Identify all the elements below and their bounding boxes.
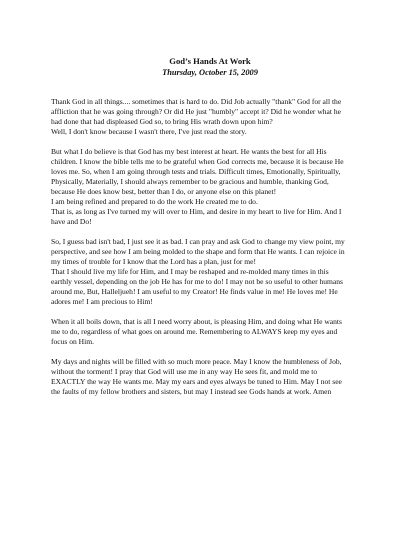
text-line: children. I know the bible tells me to be grateful when God corrects me, because it is because He (51, 156, 344, 166)
text-line: focus on Him. (51, 336, 94, 346)
text-line: When it all boils down, that is all I need worry about, is pleasing Him, and doing what He wants (51, 316, 342, 326)
paragraph-5 (51, 357, 393, 397)
text-line: EXACTLY the way He wants me. May my ears and eyes always be tuned to Him. May I not see (51, 376, 342, 386)
text-line: I am being refined and prepared to do the work He created me to do. (51, 196, 258, 206)
text-line: That is, as long as I've turned my will over to Him, and desire in my heart to live for Him. And I (51, 206, 342, 216)
text-line: adores me! I am precious to Him! (51, 296, 153, 306)
text-line: had done that had displeased God so, to bring His wrath down upon him? (51, 116, 273, 126)
text-line: have and Do! (51, 216, 92, 226)
document-body (51, 97, 393, 407)
text-line: But what I do believe is that God has my best interest at heart. He wants the best for all His (51, 147, 327, 156)
paragraph-2 (51, 147, 393, 227)
text-line: perspective, and see how I am being molded to the shape and form that He wants. I can rejoice in (51, 246, 345, 256)
text-line: Well, I don't know because I wasn't there, I've just read the story. (51, 126, 247, 136)
text-line: Thank God in all things.... sometimes that is hard to do. Did Job actually "thank" God for all the (51, 97, 342, 106)
text-line: me to do, regardless of what goes on around me. Remembering to ALWAYS keep my eyes and (51, 326, 338, 336)
text-line: the faults of my fellow brothers and sisters, but may I instead see Gods hands at work. Amen (51, 386, 332, 396)
text-line: earthly vessel, depending on the job He has for me to do! I may not be so useful to other humans (51, 276, 343, 286)
paragraph-4 (51, 317, 393, 347)
text-line: affliction that he was going through? Or did He just "humbly" accept it? Did he wonder what he (51, 106, 342, 116)
text-line: my times of trouble for I know that the Lord has a plan, just for me! (51, 256, 256, 266)
text-line: without the torment! I pray that God will use me in any way He sees fit, and mold me to (51, 366, 318, 376)
text-line: around me, But, Halleljueh! I am useful to my Creator! He finds value in me! He loves me! He (51, 286, 338, 296)
text-line: Physically, Materially, I should always remember to be gracious and humble, thanking God, (51, 176, 329, 186)
document-date: Thursday, October 15, 2009 (162, 68, 258, 77)
text-line: because He does know best, better than I do, or anyone else on this planet! (51, 186, 277, 196)
document-title: God’s Hands At Work (169, 56, 251, 66)
paragraph-1 (51, 97, 393, 137)
text-line: loves me. So, when I am going through tests and trials. Difficult times, Emotionally, Spiritually, (51, 166, 341, 176)
text-line: So, I guess bad isn't bad, I just see it as bad. I can pray and ask God to change my view point, my (51, 236, 345, 246)
text-line: My days and nights will be filled with so much more peace. May I know the humbleness of Job, (51, 356, 342, 366)
text-line: That I should live my life for Him, and I may be reshaped and re-molded many times in this (51, 266, 329, 276)
paragraph-3 (51, 237, 393, 307)
